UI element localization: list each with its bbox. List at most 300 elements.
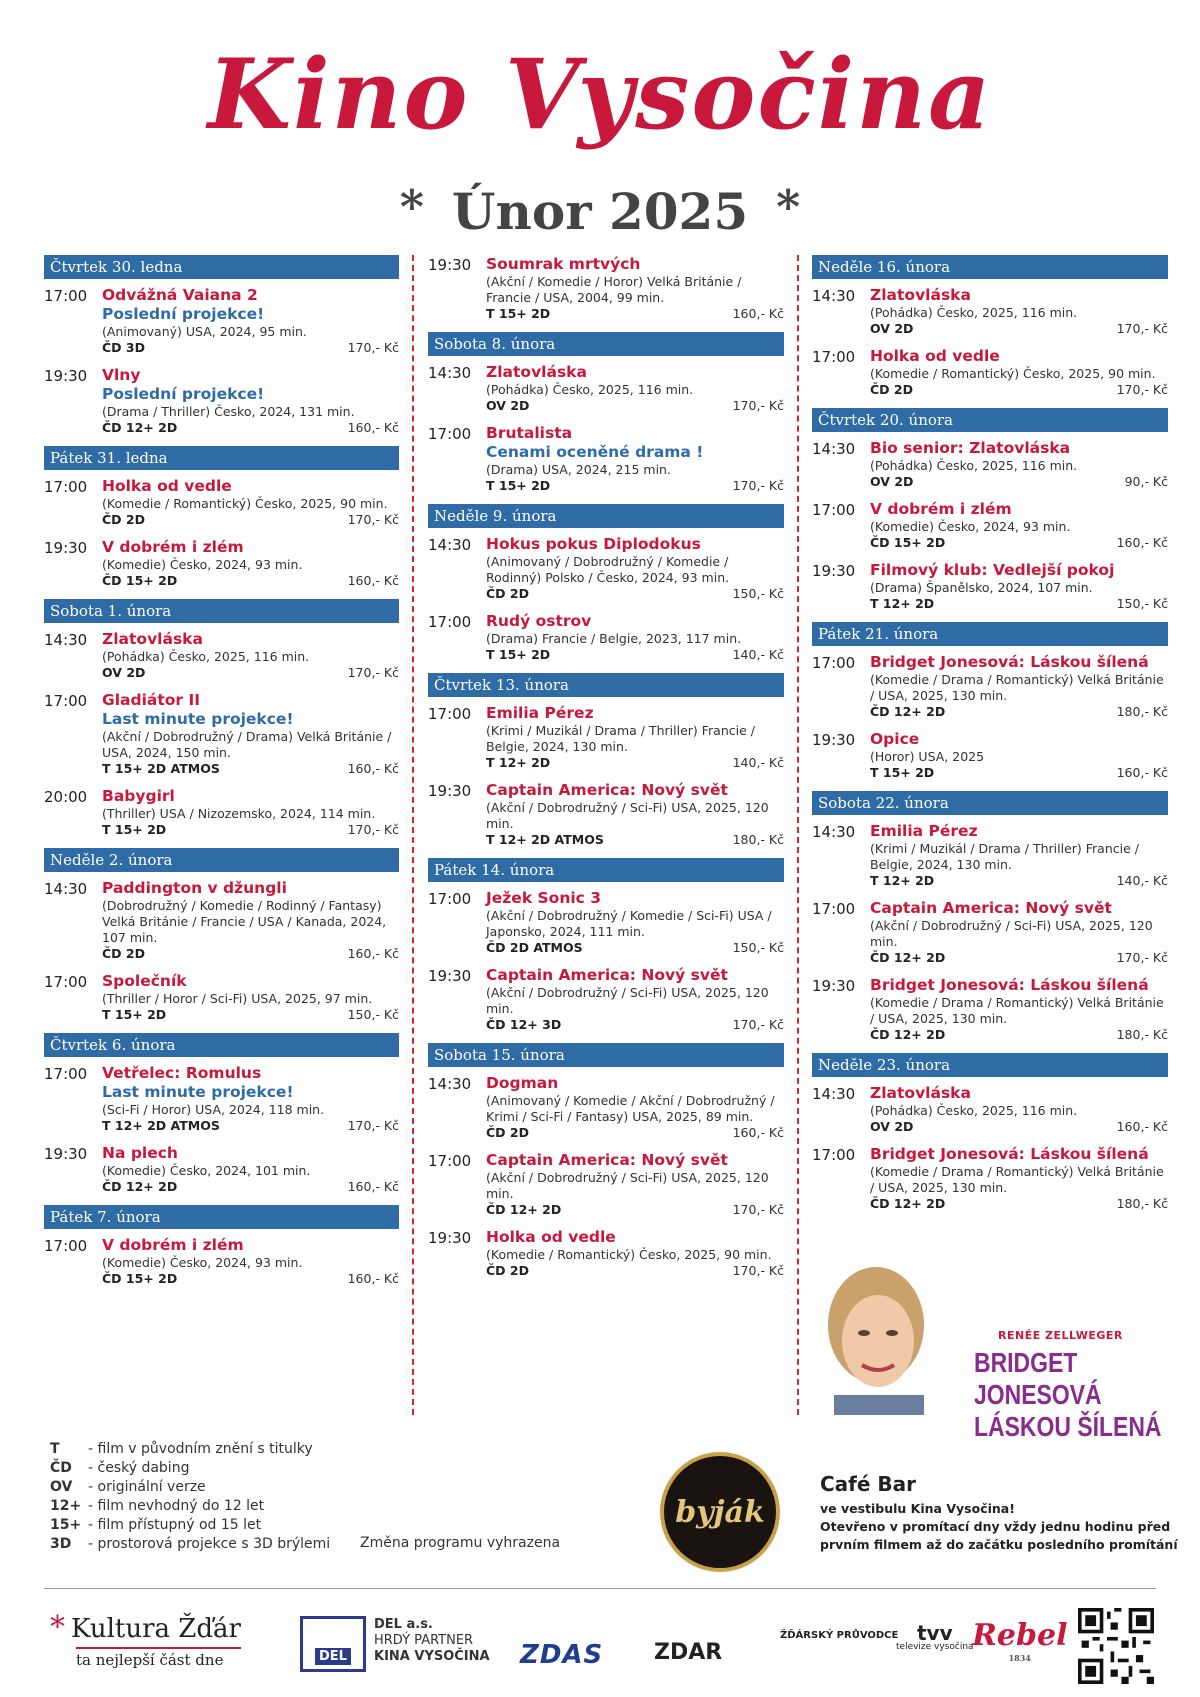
format-price-row	[486, 478, 784, 494]
screening-info	[486, 363, 784, 414]
screening-time: 17:00	[44, 1065, 88, 1083]
film-description: (Komedie / Romantický) Česko, 2025, 90 min.	[486, 1247, 772, 1262]
day-header: Čtvrtek 13. února	[428, 673, 784, 697]
format-price-row	[870, 1119, 1168, 1135]
film-description: (Drama / Thriller) Česko, 2024, 131 min.	[102, 404, 355, 419]
day-header: Sobota 15. února	[428, 1043, 784, 1067]
day-header: Neděle 23. února	[812, 1053, 1168, 1077]
format-price-row	[870, 1196, 1168, 1212]
star-icon: *	[776, 180, 801, 234]
screening-time: 17:00	[44, 973, 88, 991]
day-header: Čtvrtek 6. února	[44, 1033, 399, 1057]
screening-time: 17:00	[812, 654, 856, 672]
format-price-row	[102, 1179, 399, 1195]
day-block	[428, 255, 784, 322]
day-header: Neděle 16. února	[812, 255, 1168, 279]
screening-format: ČD 12+ 2D	[870, 1196, 946, 1211]
del-partner-text	[374, 1617, 490, 1665]
screening-format: ČD 12+ 2D	[870, 704, 946, 719]
screening-info	[486, 966, 784, 1033]
screening-note: Last minute projekce!	[102, 710, 294, 728]
format-price-row	[870, 950, 1168, 966]
screening-time: 17:00	[812, 501, 856, 519]
film-description: (Drama) USA, 2024, 215 min.	[486, 462, 671, 477]
screening-info	[870, 439, 1168, 490]
screening-entry	[428, 363, 784, 414]
ticket-price: 170,- Kč	[1116, 382, 1168, 397]
screening-time: 17:00	[44, 287, 88, 305]
film-title: Opice	[870, 730, 920, 748]
screening-info	[102, 972, 399, 1023]
film-title: Emilia Pérez	[870, 822, 978, 840]
screening-format: ČD 2D	[486, 586, 529, 601]
film-description: (Komedie / Drama / Romantický) Velká Británie / USA, 2025, 130 min.	[870, 995, 1164, 1026]
screening-info	[102, 1144, 399, 1195]
screening-entry	[428, 781, 784, 848]
screening-format: ČD 12+ 2D	[870, 1027, 946, 1042]
day-block	[44, 255, 399, 436]
ticket-price: 170,- Kč	[732, 1263, 784, 1278]
cafe-line: prvním filmem až do začátku posledního promítání	[820, 1537, 1178, 1552]
ticket-price: 160,- Kč	[1116, 535, 1168, 550]
ticket-price: 160,- Kč	[1116, 765, 1168, 780]
ticket-price: 170,- Kč	[347, 665, 399, 680]
screening-info	[102, 691, 399, 777]
film-description: (Krimi / Muzikál / Drama / Thriller) Francie / Belgie, 2024, 130 min.	[486, 723, 755, 754]
ticket-price: 160,- Kč	[347, 946, 399, 961]
ticket-price: 90,- Kč	[1124, 474, 1168, 489]
screening-note: Poslední projekce!	[102, 385, 265, 403]
screening-time: 19:30	[812, 977, 856, 995]
screening-entry	[812, 653, 1168, 720]
film-title: Filmový klub: Vedlejší pokoj	[870, 561, 1115, 579]
film-title: Na plech	[102, 1144, 178, 1162]
screening-time: 17:00	[428, 705, 472, 723]
screening-format: T 12+ 2D	[870, 596, 935, 611]
ticket-price: 150,- Kč	[347, 1007, 399, 1022]
legend-code: 12+	[50, 1498, 82, 1514]
format-price-row	[870, 535, 1168, 551]
day-header: Pátek 7. února	[44, 1205, 399, 1229]
day-header: Čtvrtek 20. února	[812, 408, 1168, 432]
screening-format: ČD 12+ 2D	[102, 1179, 178, 1194]
day-block	[812, 255, 1168, 398]
film-title: Bridget Jonesová: Láskou šílená	[870, 653, 1149, 671]
film-description: (Sci-Fi / Horor) USA, 2024, 118 min.	[102, 1102, 325, 1117]
del-logo-text: DEL	[315, 1648, 351, 1665]
screening-format: ČD 2D	[102, 946, 145, 961]
format-price-row	[486, 940, 784, 956]
screening-info	[486, 781, 784, 848]
day-header: Pátek 14. února	[428, 858, 784, 882]
format-price-row	[102, 822, 399, 838]
ticket-price: 180,- Kč	[1116, 704, 1168, 719]
screening-entry	[428, 704, 784, 771]
screening-format: OV 2D	[102, 665, 146, 680]
screening-info	[870, 1145, 1168, 1212]
format-price-row	[486, 1263, 784, 1279]
legend-text: - prostorová projekce s 3D brýlemi	[88, 1536, 331, 1552]
film-description: (Akční / Dobrodružný / Komedie / Sci-Fi) USA / Japonsko, 2024, 111 min.	[486, 908, 772, 939]
kultura-name: Kultura Žďár	[71, 1614, 241, 1644]
screening-time: 17:00	[812, 348, 856, 366]
day-block	[428, 858, 784, 1033]
screening-info	[486, 704, 784, 771]
film-title: Ježek Sonic 3	[486, 889, 602, 907]
format-price-row	[102, 420, 399, 436]
film-description: (Pohádka) Česko, 2025, 116 min.	[486, 382, 694, 397]
film-title: Odvážná Vaiana 2	[102, 286, 258, 304]
format-price-row	[102, 340, 399, 356]
screening-format: ČD 2D	[102, 512, 145, 527]
screening-entry	[812, 561, 1168, 612]
screening-entry	[812, 730, 1168, 781]
format-price-row	[870, 596, 1168, 612]
screening-format: ČD 2D ATMOS	[486, 940, 583, 955]
film-title: Holka od vedle	[102, 477, 232, 495]
screening-entry	[428, 966, 784, 1033]
format-price-row	[486, 306, 784, 322]
program-column-2	[428, 255, 784, 1289]
ticket-price: 170,- Kč	[732, 1017, 784, 1032]
screening-format: T 12+ 2D ATMOS	[486, 832, 604, 847]
ticket-price: 180,- Kč	[1116, 1196, 1168, 1211]
film-description: (Pohádka) Česko, 2025, 116 min.	[870, 458, 1078, 473]
screening-format: OV 2D	[486, 398, 530, 413]
film-description: (Pohádka) Česko, 2025, 116 min.	[102, 649, 310, 664]
screening-time: 14:30	[812, 1085, 856, 1103]
ticket-price: 150,- Kč	[1116, 596, 1168, 611]
film-description: (Komedie / Romantický) Česko, 2025, 90 min.	[102, 496, 388, 511]
day-header: Sobota 1. února	[44, 599, 399, 623]
cafe-bar-info	[820, 1472, 1180, 1554]
screening-entry	[812, 822, 1168, 889]
film-description: (Komedie) Česko, 2024, 93 min.	[102, 557, 303, 572]
tvv-text: tvv	[916, 1621, 953, 1645]
screening-format: T 15+ 2D	[486, 647, 551, 662]
ticket-price: 170,- Kč	[1116, 950, 1168, 965]
screening-info	[870, 347, 1168, 398]
qr-code-icon[interactable]	[1078, 1608, 1154, 1684]
ticket-price: 170,- Kč	[347, 822, 399, 837]
screening-time: 19:30	[44, 367, 88, 385]
legend-code: OV	[50, 1479, 73, 1495]
screening-entry	[428, 1151, 784, 1218]
film-title: Společník	[102, 972, 187, 990]
film-title: Brutalista	[486, 424, 573, 442]
screening-entry	[812, 1145, 1168, 1212]
screening-info	[870, 1084, 1168, 1135]
screening-entry	[428, 255, 784, 322]
screening-format: ČD 12+ 2D	[102, 420, 178, 435]
film-description: (Animovaný) USA, 2024, 95 min.	[102, 324, 307, 339]
film-title: Babygirl	[102, 787, 175, 805]
format-price-row	[486, 755, 784, 771]
screening-time: 17:00	[428, 613, 472, 631]
screening-format: ČD 2D	[486, 1263, 529, 1278]
screening-time: 14:30	[428, 536, 472, 554]
ticket-price: 160,- Kč	[347, 573, 399, 588]
ticket-price: 140,- Kč	[1116, 873, 1168, 888]
screening-entry	[812, 286, 1168, 337]
screening-info	[102, 879, 399, 962]
format-price-row	[102, 573, 399, 589]
film-title: Gladiátor II	[102, 691, 200, 709]
legend-code: 15+	[50, 1517, 82, 1533]
ticket-price: 170,- Kč	[732, 478, 784, 493]
screening-entry	[428, 535, 784, 602]
zdarsky-pruvodce-logo: ŽĎÁRSKÝ PRŮVODCE	[780, 1630, 899, 1641]
film-title: Bridget Jonesová: Láskou šílená	[870, 976, 1149, 994]
screening-format: T 15+ 2D	[102, 1007, 167, 1022]
film-description: (Pohádka) Česko, 2025, 116 min.	[870, 1103, 1078, 1118]
screening-time: 19:30	[428, 1229, 472, 1247]
screening-entry	[428, 612, 784, 663]
ticket-price: 160,- Kč	[347, 761, 399, 776]
film-description: (Krimi / Muzikál / Drama / Thriller) Francie / Belgie, 2024, 130 min.	[870, 841, 1139, 872]
legend-row	[50, 1497, 330, 1516]
screening-entry	[812, 976, 1168, 1043]
film-title: Bio senior: Zlatovláska	[870, 439, 1071, 457]
screening-entry	[44, 787, 399, 838]
day-block	[428, 332, 784, 494]
screening-info	[102, 477, 399, 528]
ticket-price: 170,- Kč	[347, 1118, 399, 1133]
screening-info	[486, 1074, 784, 1141]
column-divider	[797, 255, 799, 1415]
film-title: Hokus pokus Diplodokus	[486, 535, 701, 553]
screening-note: Poslední projekce!	[102, 305, 265, 323]
legend-code: ČD	[50, 1460, 72, 1476]
format-price-row	[102, 761, 399, 777]
screening-entry	[812, 347, 1168, 398]
legend-text: - film přístupný od 15 let	[88, 1517, 262, 1533]
film-description: (Thriller) USA / Nizozemsko, 2024, 114 min.	[102, 806, 376, 821]
film-title: Rudý ostrov	[486, 612, 592, 630]
day-header: Pátek 21. února	[812, 622, 1168, 646]
day-block	[44, 848, 399, 1023]
screening-format: T 15+ 2D ATMOS	[102, 761, 220, 776]
ticket-price: 160,- Kč	[347, 1271, 399, 1286]
screening-format: ČD 12+ 2D	[486, 1202, 562, 1217]
format-price-row	[486, 586, 784, 602]
screening-info	[870, 561, 1168, 612]
legend-code: 3D	[50, 1536, 72, 1552]
format-price-row	[102, 512, 399, 528]
legend-row	[50, 1440, 330, 1459]
day-block	[44, 1205, 399, 1287]
screening-time: 17:00	[44, 1237, 88, 1255]
film-title: V dobrém i zlém	[102, 1236, 244, 1254]
format-price-row	[870, 474, 1168, 490]
format-price-row	[870, 1027, 1168, 1043]
promo-title	[974, 1347, 1171, 1443]
byak-cafebar-logo: byják	[660, 1452, 780, 1572]
screening-info	[486, 535, 784, 602]
screening-entry	[428, 424, 784, 494]
film-title: Bridget Jonesová: Láskou šílená	[870, 1145, 1149, 1163]
del-line: HRDÝ PARTNER	[374, 1633, 474, 1648]
zdas-logo: ZDAS	[520, 1640, 604, 1670]
day-block	[428, 504, 784, 663]
ticket-price: 180,- Kč	[1116, 1027, 1168, 1042]
film-description: (Akční / Dobrodružný / Drama) Velká Británie / USA, 2024, 150 min.	[102, 729, 392, 760]
film-title: Dogman	[486, 1074, 559, 1092]
screening-info	[486, 889, 784, 956]
ticket-price: 160,- Kč	[732, 1125, 784, 1140]
film-description: (Dobrodružný / Komedie / Rodinný / Fantasy) Velká Británie / Francie / USA / Kanada, 2024, 107 min.	[102, 898, 387, 945]
screening-entry	[44, 477, 399, 528]
screening-format: ČD 15+ 2D	[102, 1271, 178, 1286]
ticket-price: 170,- Kč	[347, 512, 399, 527]
screening-time: 14:30	[44, 631, 88, 649]
film-title: Zlatovláska	[870, 286, 971, 304]
screening-info	[102, 1064, 399, 1134]
screening-time: 14:30	[812, 440, 856, 458]
film-title: Holka od vedle	[870, 347, 1000, 365]
legend-code: T	[50, 1441, 60, 1457]
ticket-price: 150,- Kč	[732, 940, 784, 955]
bridget-jones-promo	[814, 1255, 1166, 1442]
ticket-price: 150,- Kč	[732, 586, 784, 601]
footer-divider	[44, 1588, 1156, 1589]
screening-entry	[812, 439, 1168, 490]
film-description: (Drama) Francie / Belgie, 2023, 117 min.	[486, 631, 742, 646]
screening-entry	[428, 1228, 784, 1279]
del-logo	[300, 1616, 366, 1672]
screening-time: 14:30	[428, 1075, 472, 1093]
screening-format: ČD 12+ 3D	[486, 1017, 562, 1032]
screening-info	[870, 286, 1168, 337]
screening-format: T 15+ 2D	[486, 478, 551, 493]
screening-format: ČD 15+ 2D	[102, 573, 178, 588]
screening-format: T 12+ 2D	[486, 755, 551, 770]
tvv-sub: televize vysočina	[896, 1642, 974, 1652]
day-header: Neděle 2. února	[44, 848, 399, 872]
screening-time: 14:30	[44, 880, 88, 898]
screening-time: 19:30	[44, 1145, 88, 1163]
film-title: V dobrém i zlém	[870, 500, 1012, 518]
screening-format: OV 2D	[870, 1119, 914, 1134]
cafe-line: Otevřeno v promítací dny vždy jednu hodinu před	[820, 1519, 1171, 1534]
screening-time: 14:30	[812, 823, 856, 841]
legend-row	[50, 1459, 330, 1478]
film-description: (Akční / Dobrodružný / Sci-Fi) USA, 2025, 120 min.	[870, 918, 1153, 949]
screening-entry	[812, 1084, 1168, 1135]
format-price-row	[486, 1125, 784, 1141]
legend-text: - český dabing	[88, 1460, 190, 1476]
day-block	[812, 622, 1168, 781]
screening-entry	[44, 1236, 399, 1287]
film-title: Zlatovláska	[870, 1084, 971, 1102]
ticket-price: 180,- Kč	[732, 832, 784, 847]
film-description: (Drama) Španělsko, 2024, 107 min.	[870, 580, 1093, 595]
screening-info	[870, 976, 1168, 1043]
format-price-row	[870, 704, 1168, 720]
kultura-zdar-logo	[50, 1610, 241, 1669]
day-header: Čtvrtek 30. ledna	[44, 255, 399, 279]
screening-time: 20:00	[44, 788, 88, 806]
screening-entry	[44, 538, 399, 589]
film-description: (Horor) USA, 2025	[870, 749, 985, 764]
day-block	[44, 1033, 399, 1195]
screening-format: T 15+ 2D	[102, 822, 167, 837]
format-price-row	[870, 382, 1168, 398]
format-price-row	[102, 946, 399, 962]
format-price-row	[102, 1007, 399, 1023]
film-title: Vlny	[102, 366, 141, 384]
ticket-price: 160,- Kč	[347, 1179, 399, 1194]
screening-info	[486, 612, 784, 663]
screening-info	[102, 286, 399, 356]
screening-note: Last minute projekce!	[102, 1083, 294, 1101]
cafe-title: Café Bar	[820, 1472, 917, 1496]
promo-actor-name: RENÉE ZELLWEGER	[998, 1329, 1123, 1342]
format-price-row	[870, 765, 1168, 781]
screening-entry	[44, 1144, 399, 1195]
film-description: (Thriller / Horor / Sci-Fi) USA, 2025, 97 min.	[102, 991, 373, 1006]
zdar-logo: ZDAR	[654, 1640, 723, 1665]
screening-entry	[428, 1074, 784, 1141]
film-title: Captain America: Nový svět	[486, 966, 728, 984]
film-description: (Akční / Dobrodružný / Sci-Fi) USA, 2025, 120 min.	[486, 1170, 769, 1201]
star-icon: *	[399, 180, 424, 234]
screening-entry	[44, 879, 399, 962]
tvv-logo	[896, 1621, 974, 1652]
star-icon: *	[50, 1610, 65, 1645]
month-heading	[0, 180, 1200, 241]
screening-time: 19:30	[812, 562, 856, 580]
film-description: (Pohádka) Česko, 2025, 116 min.	[870, 305, 1078, 320]
day-block	[44, 446, 399, 589]
day-header: Neděle 9. února	[428, 504, 784, 528]
screening-time: 17:00	[44, 692, 88, 710]
screening-format: T 15+ 2D	[870, 765, 935, 780]
ticket-price: 170,- Kč	[347, 340, 399, 355]
screening-time: 17:00	[428, 890, 472, 908]
screening-info	[486, 424, 784, 494]
screening-time: 17:00	[428, 425, 472, 443]
screening-format: T 12+ 2D ATMOS	[102, 1118, 220, 1133]
program-column-3	[812, 255, 1168, 1222]
format-price-row	[486, 1017, 784, 1033]
film-title: Captain America: Nový svět	[870, 899, 1112, 917]
film-title: Paddington v džungli	[102, 879, 287, 897]
screening-format: ČD 2D	[486, 1125, 529, 1140]
day-header: Sobota 22. února	[812, 791, 1168, 815]
legend-row	[50, 1516, 330, 1535]
screening-entry	[44, 972, 399, 1023]
day-block	[812, 1053, 1168, 1212]
screening-entry	[44, 366, 399, 436]
film-description: (Akční / Dobrodružný / Sci-Fi) USA, 2025, 120 min.	[486, 800, 769, 831]
ticket-price: 140,- Kč	[732, 755, 784, 770]
day-header: Sobota 8. února	[428, 332, 784, 356]
screening-format: ČD 2D	[870, 382, 913, 397]
screening-time: 17:00	[812, 1146, 856, 1164]
screening-format: T 15+ 2D	[486, 306, 551, 321]
del-line: KINA VYSOČINA	[374, 1649, 490, 1664]
screening-info	[102, 630, 399, 681]
ticket-price: 160,- Kč	[1116, 1119, 1168, 1134]
ticket-price: 140,- Kč	[732, 647, 784, 662]
screening-info	[486, 255, 784, 322]
legend-row	[50, 1535, 330, 1554]
ticket-price: 160,- Kč	[347, 420, 399, 435]
legend-text: - film nevhodný do 12 let	[88, 1498, 265, 1514]
screening-time: 19:30	[812, 731, 856, 749]
screening-info	[870, 730, 1168, 781]
